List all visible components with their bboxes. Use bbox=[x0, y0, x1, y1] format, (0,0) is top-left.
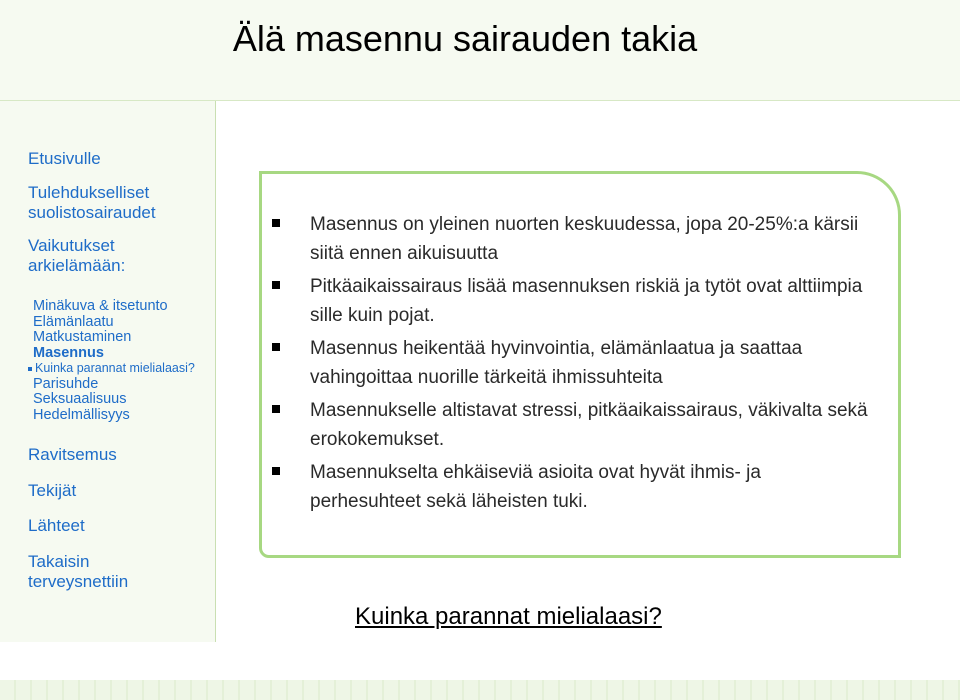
nav-link-sources[interactable]: Lähteet bbox=[28, 516, 85, 535]
nav-link-effects[interactable]: Vaikutukset arkielämään: bbox=[28, 236, 126, 275]
square-bullet-icon bbox=[272, 405, 280, 413]
sub-nav-item-travel[interactable]: Matkustaminen bbox=[33, 329, 132, 345]
square-bullet-icon bbox=[272, 281, 280, 289]
sub-nav-item-sexuality[interactable]: Seksuaalisuus bbox=[33, 391, 127, 407]
content-box bbox=[259, 171, 901, 558]
nav-link-nutrition[interactable]: Ravitsemus bbox=[28, 445, 117, 464]
improve-mood-link[interactable]: Kuinka parannat mielialaasi? bbox=[355, 603, 662, 630]
square-bullet-icon bbox=[272, 467, 280, 475]
bullet-text: Masennus on yleinen nuorten keskuudessa, jopa 20-25%:a kärsii siitä ennen aikuisuutta bbox=[310, 214, 859, 264]
nav-link-back[interactable]: Takaisin terveysnettiin bbox=[28, 552, 129, 591]
sub-nav-item-relationship[interactable]: Parisuhde bbox=[33, 375, 99, 392]
sub-nav-item-depression[interactable]: Masennus bbox=[33, 344, 104, 361]
bullet-item bbox=[272, 334, 872, 392]
sub-nav-item-self-image[interactable]: Minäkuva & itsetunto bbox=[33, 298, 168, 314]
bullet-item bbox=[272, 272, 872, 330]
nav-link-ibd[interactable]: Tulehdukselliset suolistosairaudet bbox=[28, 183, 156, 222]
bullet-list bbox=[272, 210, 872, 520]
sub-nav-item-quality-of-life[interactable]: Elämänlaatu bbox=[33, 313, 114, 330]
sub-nav-list bbox=[33, 299, 195, 423]
bullet-item bbox=[272, 396, 872, 454]
nav-link-authors[interactable]: Tekijät bbox=[28, 481, 77, 500]
bullet-item bbox=[272, 210, 872, 268]
footer-strip bbox=[0, 680, 960, 700]
bullet-text: Masennus heikentää hyvinvointia, elämänlaatua ja saattaa vahingoittaa nuorille tärkeitä ihmissuhteita bbox=[310, 338, 803, 388]
sub-nav-item-fertility[interactable]: Hedelmällisyys bbox=[33, 406, 130, 423]
bullet-item bbox=[272, 458, 872, 516]
square-bullet-icon bbox=[272, 343, 280, 351]
sidebar-nav bbox=[0, 101, 216, 642]
square-bullet-icon bbox=[28, 367, 32, 371]
page-title: Älä masennu sairauden takia bbox=[232, 18, 698, 59]
square-bullet-icon bbox=[272, 219, 280, 227]
bullet-text: Masennukselle altistavat stressi, pitkäaikaissairaus, väkivalta sekä erokokemukset. bbox=[310, 400, 868, 450]
title-band bbox=[0, 0, 960, 101]
nav-link-home[interactable]: Etusivulle bbox=[28, 149, 101, 168]
bullet-text: Pitkäaikaissairaus lisää masennuksen riskiä ja tytöt ovat alttiimpia sille kuin pojat. bbox=[310, 276, 863, 326]
sub-nav-item-label: Kuinka parannat mielialaasi? bbox=[35, 361, 195, 375]
bullet-text: Masennukselta ehkäiseviä asioita ovat hyvät ihmis- ja perhesuhteet sekä läheisten tuki. bbox=[310, 462, 761, 512]
sub-nav-item-improve-mood[interactable] bbox=[28, 361, 195, 377]
